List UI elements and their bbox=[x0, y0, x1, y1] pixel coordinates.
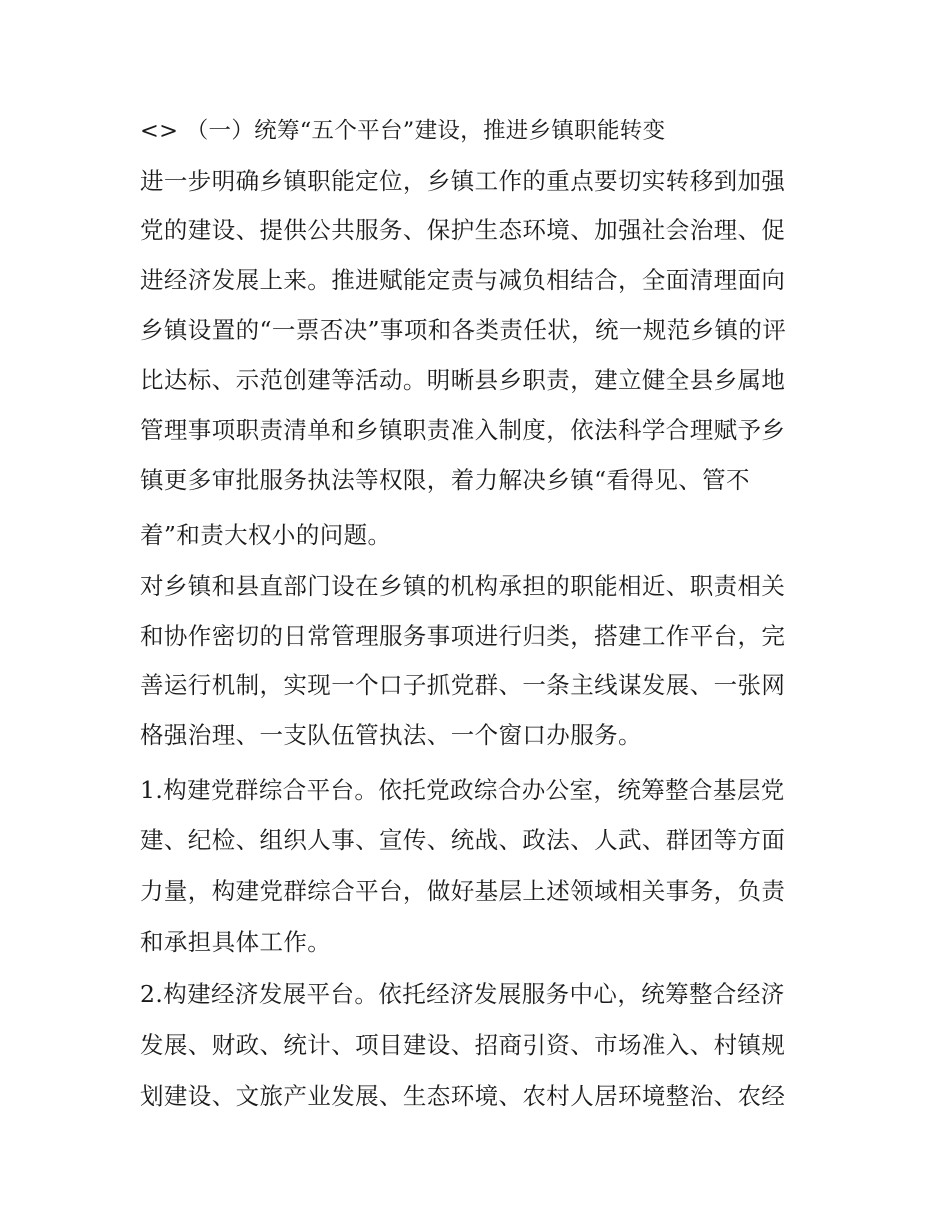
text-line: 进一步明确乡镇职能定位，乡镇工作的重点要切实转移到加强 bbox=[140, 167, 786, 195]
text-line: 着”和责大权小的问题。 bbox=[140, 521, 392, 549]
text-line: 建、纪检、组织人事、宣传、统战、政法、人武、群团等方面 bbox=[140, 826, 786, 854]
text-line: 和承担具体工作。 bbox=[140, 928, 332, 956]
text-line: 镇更多审批服务执法等权限，着力解决乡镇“看得见、管不 bbox=[140, 466, 750, 494]
text-line: 进经济发展上来。推进赋能定责与减负相结合，全面清理面向 bbox=[140, 266, 786, 294]
text-line: 格强治理、一支队伍管执法、一个窗口办服务。 bbox=[140, 721, 642, 749]
text-line: 和协作密切的日常管理服务事项进行归类，搭建工作平台，完 bbox=[140, 622, 786, 650]
section-heading: <> （一）统筹“五个平台”建设，推进乡镇职能转变 bbox=[140, 118, 666, 144]
text-line: 发展、财政、统计、项目建设、招商引资、市场准入、村镇规 bbox=[140, 1031, 786, 1059]
text-line: 乡镇设置的“一票否决”事项和各类责任状，统一规范乡镇的评 bbox=[140, 316, 787, 344]
text-line: 力量，构建党群综合平台，做好基层上述领域相关事务，负责 bbox=[140, 877, 786, 905]
text-line: 对乡镇和县直部门设在乡镇的机构承担的职能相近、职责相关 bbox=[140, 572, 786, 600]
text-line: 善运行机制，实现一个口子抓党群、一条主线谋发展、一张网 bbox=[140, 671, 786, 699]
text-line: 2.构建经济发展平台。依托经济发展服务中心，统筹整合经济 bbox=[140, 980, 785, 1008]
text-line: 比达标、示范创建等活动。明晰县乡职责，建立健全县乡属地 bbox=[140, 366, 786, 394]
text-line: 1.构建党群综合平台。依托党政综合办公室，统筹整合基层党 bbox=[140, 776, 785, 804]
text-line: 党的建设、提供公共服务、保护生态环境、加强社会治理、促 bbox=[140, 216, 786, 244]
text-line: 管理事项职责清单和乡镇职责准入制度，依法科学合理赋予乡 bbox=[140, 416, 786, 444]
text-line: 划建设、文旅产业发展、生态环境、农村人居环境整治、农经 bbox=[140, 1082, 786, 1110]
